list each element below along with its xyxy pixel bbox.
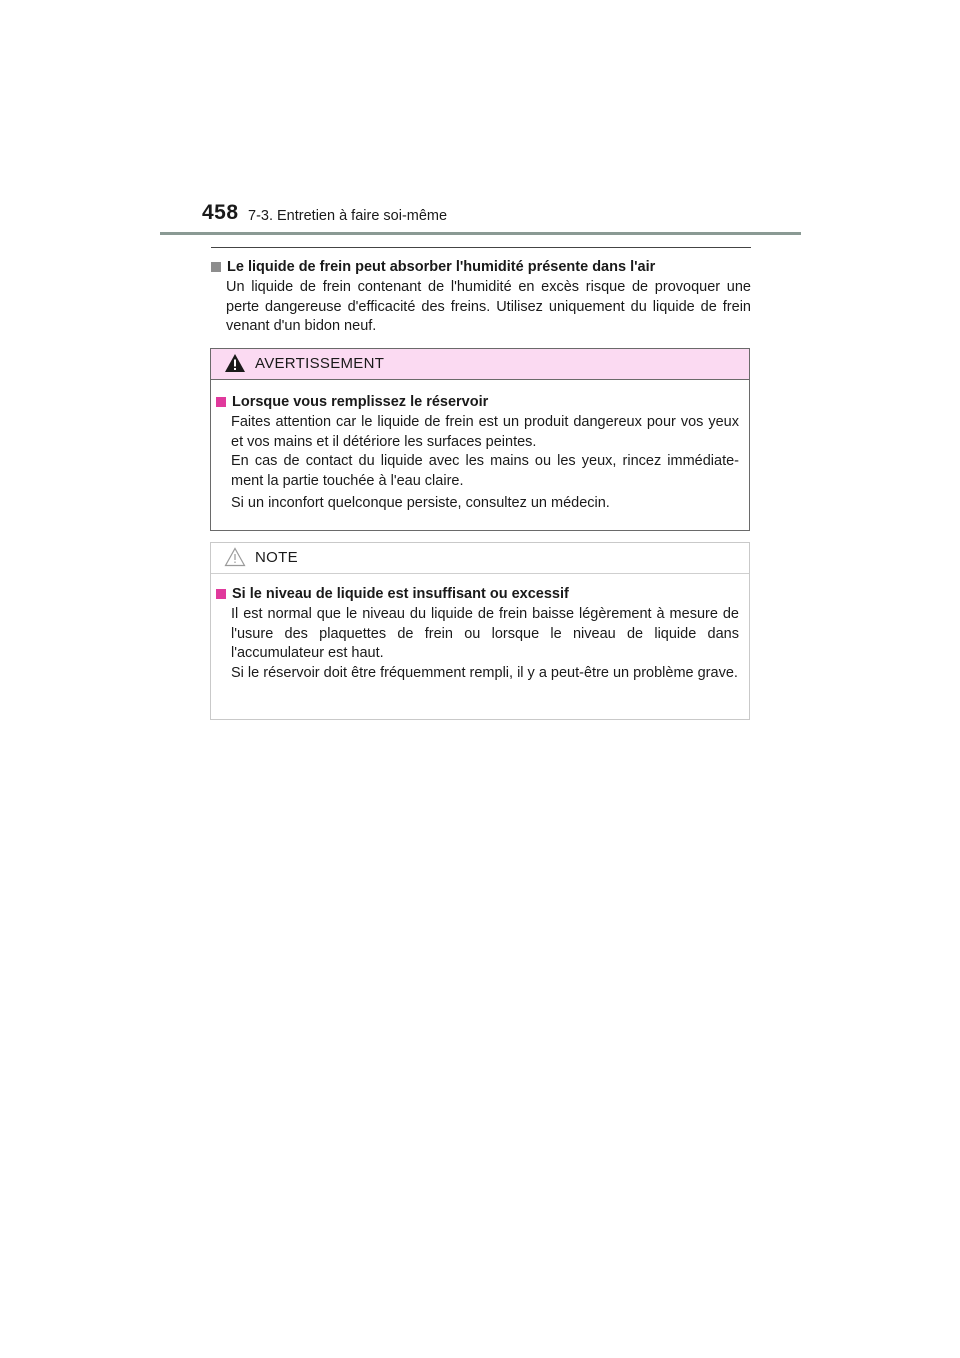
warning-heading: [216, 392, 739, 412]
caution-triangle-outline-icon: [224, 547, 246, 567]
section-title: 7-3. Entretien à faire soi-même: [248, 208, 448, 224]
intro-heading: [211, 257, 751, 277]
content-top-rule: [211, 247, 751, 248]
square-bullet-icon: [216, 397, 226, 407]
note-heading: [216, 584, 739, 604]
warning-body: [216, 392, 739, 514]
warning-paragraph-3: Si un inconfort quelconque persiste, consultez un médecin.: [231, 495, 610, 512]
note-paragraph-1: Il est normal que le niveau du liquide de frein baisse légèrement à mesure de l'usure des plaquettes de frein ou lorsque le niveau de liquide dans l'accumulateur est haut.: [231, 606, 739, 662]
page-number: 458: [202, 201, 239, 224]
note-body: [216, 584, 739, 683]
warning-triangle-icon: [224, 353, 246, 373]
square-bullet-icon: [216, 589, 226, 599]
note-heading-text: Si le niveau de liquide est insuffisant ou excessif: [232, 586, 569, 602]
warning-paragraph-1: Faites attention car le liquide de frein est un produit dangereux pour vos yeux et vos mains et il détériore les surfaces peintes.: [231, 414, 739, 450]
warning-paragraph-2: En cas de contact du liquide avec les mains ou les yeux, rincez immédiate-ment la partie touchée à l'eau claire.: [231, 453, 739, 489]
note-box-header: [211, 543, 749, 574]
intro-section: [211, 257, 751, 337]
intro-paragraph: Un liquide de frein contenant de l'humidité en excès risque de provoquer une perte dangereuse d'efficacité des freins. Utilisez uniquement du liquide de frein venant d'un bidon neuf.: [226, 279, 751, 335]
note-paragraph-2: Si le réservoir doit être fréquemment rempli, il y a peut-être un problème grave.: [231, 664, 738, 681]
intro-heading-text: Le liquide de frein peut absorber l'humidité présente dans l'air: [227, 259, 656, 275]
square-bullet-icon: [211, 262, 221, 272]
warning-box-header: [211, 349, 749, 380]
warning-heading-text: Lorsque vous remplissez le réservoir: [232, 394, 489, 410]
header-rule: [160, 232, 801, 235]
note-box: [210, 542, 750, 720]
warning-box: [210, 348, 750, 531]
note-title: NOTE: [255, 549, 298, 566]
warning-title: AVERTISSEMENT: [255, 355, 385, 372]
